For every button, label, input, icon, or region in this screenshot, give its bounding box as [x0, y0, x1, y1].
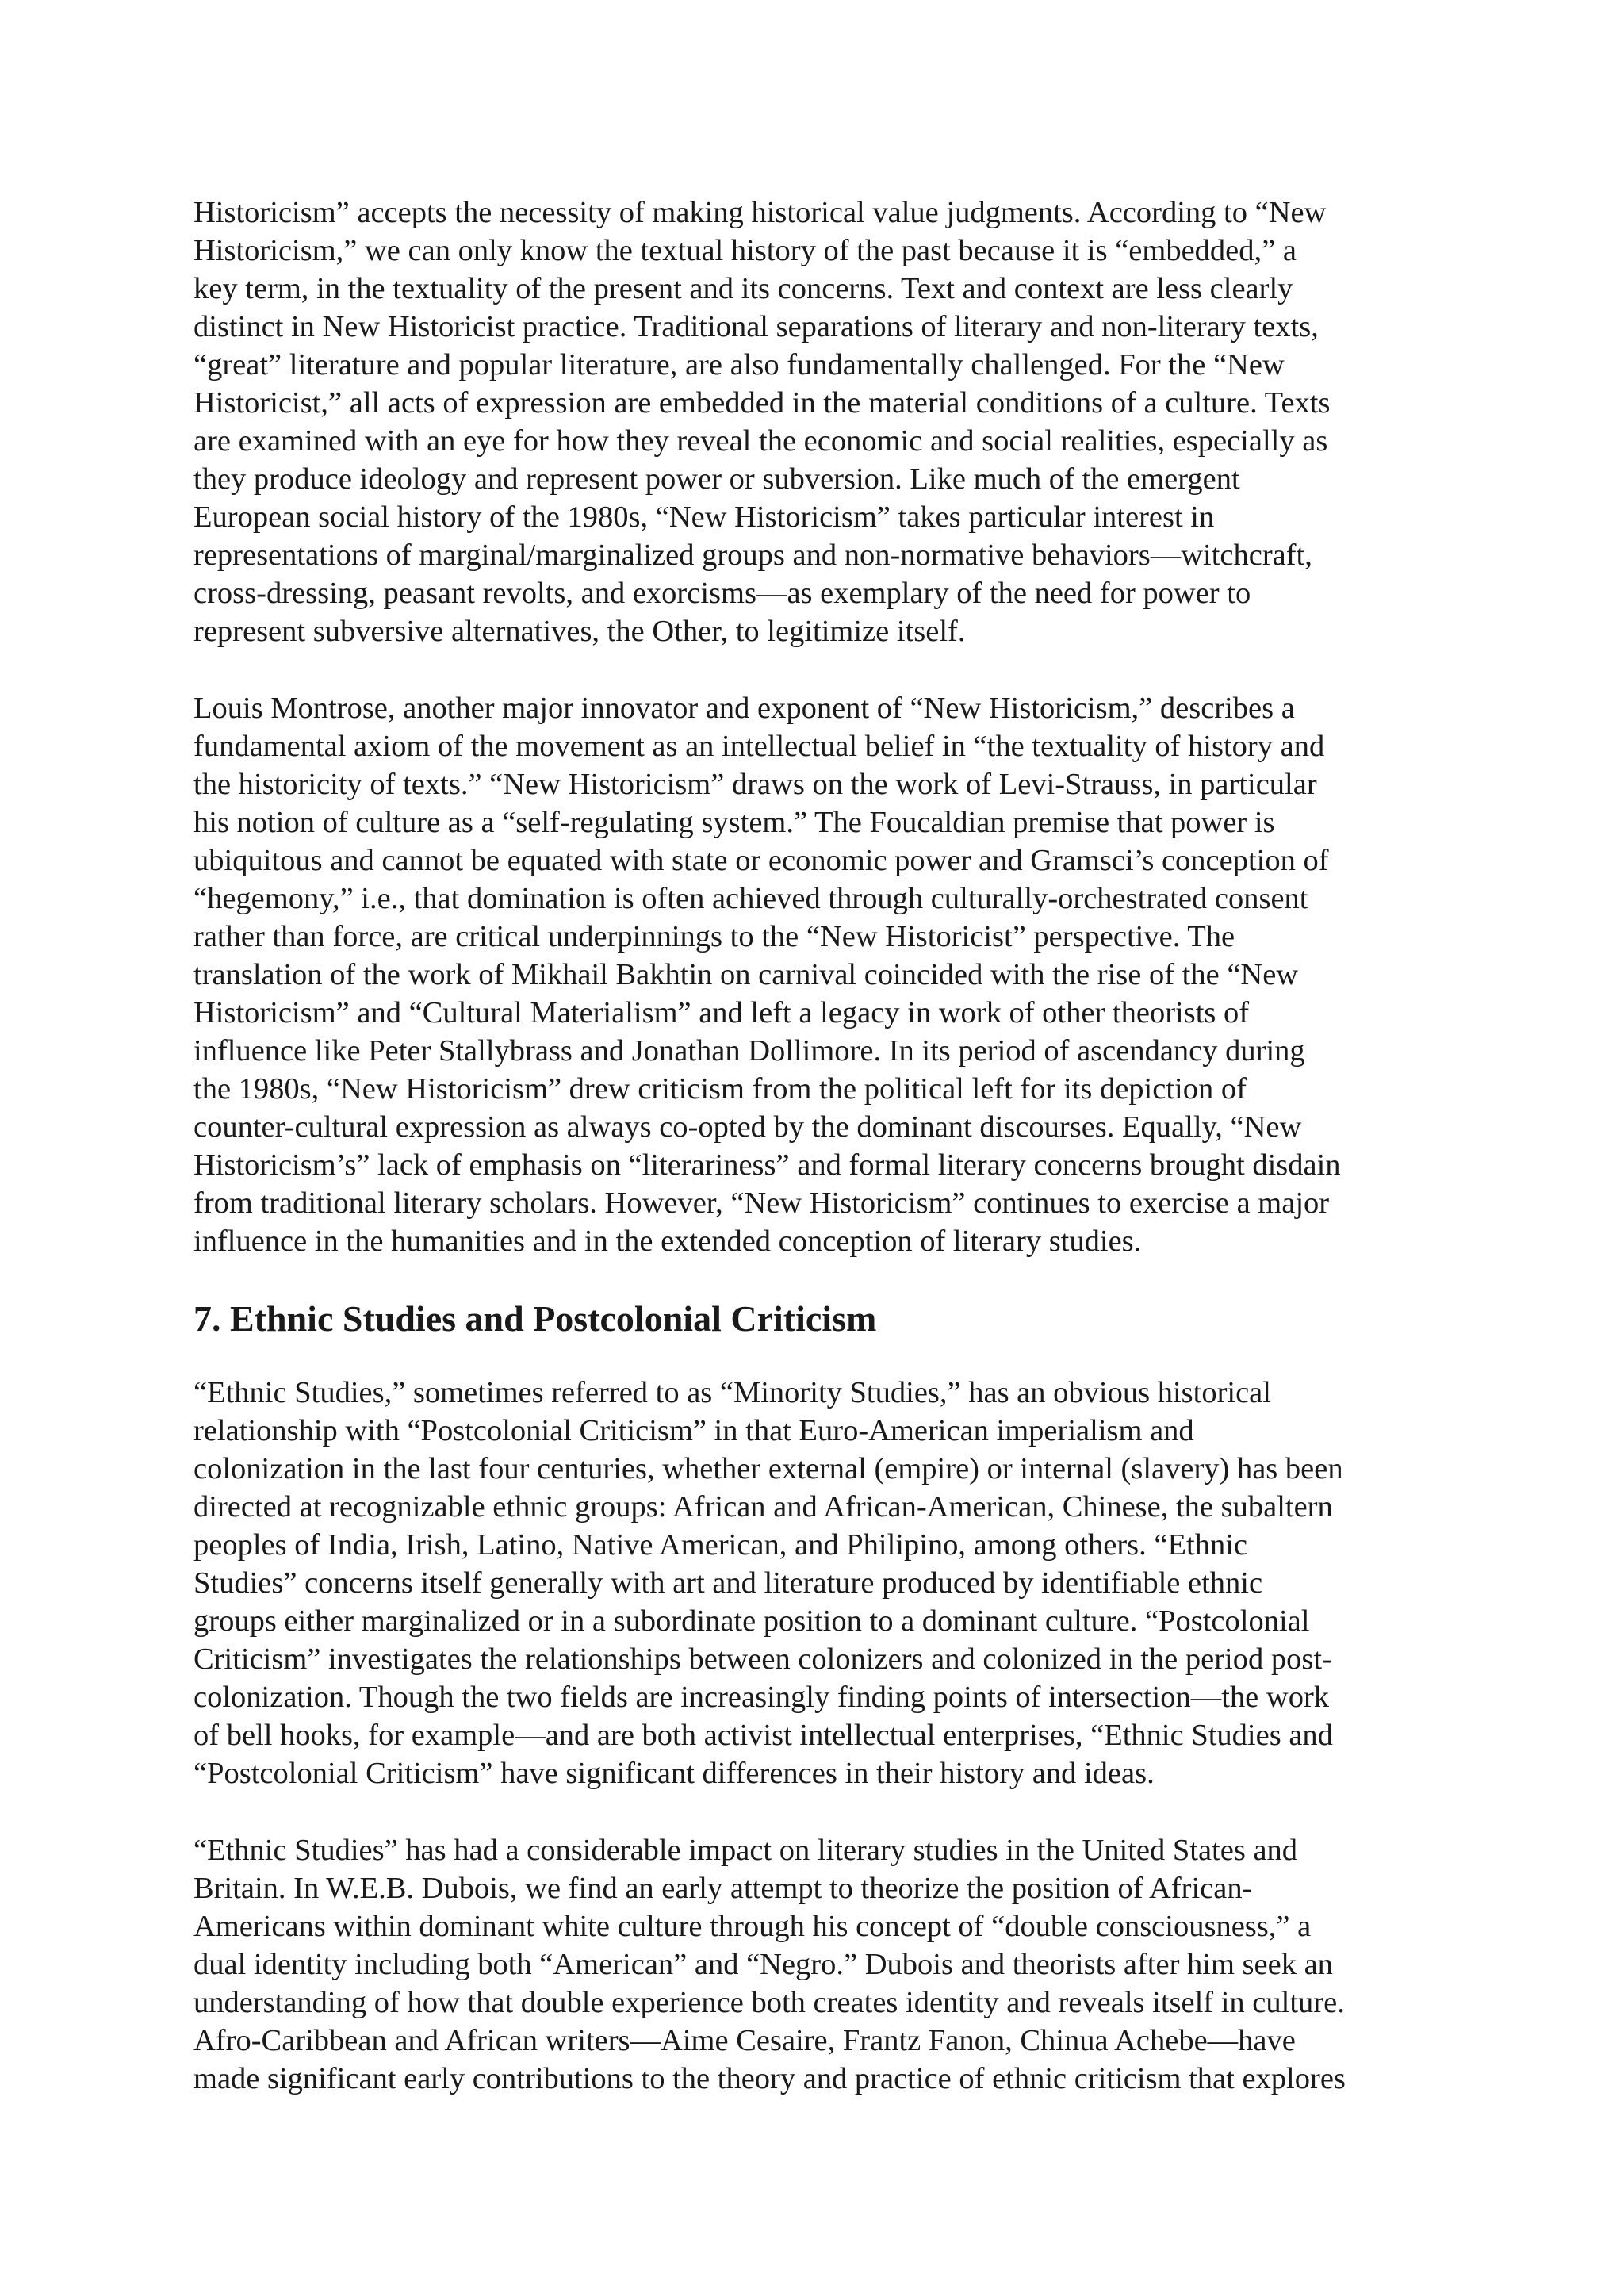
- section-heading: 7. Ethnic Studies and Postcolonial Criticism: [193, 1298, 877, 1339]
- text-line: Afro-Caribbean and African writers—Aime Cesaire, Frantz Fanon, Chinua Achebe—have: [193, 2024, 1296, 2057]
- text-line: Americans within dominant white culture through his concept of “double consciousness,” a: [193, 1910, 1312, 1943]
- text-line: “Ethnic Studies,” sometimes referred to as “Minority Studies,” has an obvious historical: [193, 1376, 1271, 1409]
- text-line: Louis Montrose, another major innovator and exponent of “New Historicism,” describes a: [193, 692, 1295, 725]
- paragraph-spacer: [193, 650, 1431, 689]
- text-line: Historicism” accepts the necessity of making historical value judgments. According to “New: [193, 196, 1327, 229]
- text-line: made significant early contributions to the theory and practice of ethnic criticism that explores: [193, 2062, 1346, 2095]
- text-line: directed at recognizable ethnic groups: African and African-American, Chinese, the subaltern: [193, 1490, 1333, 1524]
- text-line: counter-cultural expression as always co-opted by the dominant discourses. Equally, “New: [193, 1110, 1302, 1144]
- text-line: “great” literature and popular literature, are also fundamentally challenged. For the “New: [193, 348, 1285, 381]
- text-line: “Postcolonial Criticism” have significant differences in their history and ideas.: [193, 1757, 1155, 1790]
- text-line: translation of the work of Mikhail Bakhtin on carnival coincided with the rise of the “New: [193, 958, 1299, 991]
- text-line: the 1980s, “New Historicism” drew criticism from the political left for its depiction of: [193, 1072, 1247, 1106]
- text-line: rather than force, are critical underpinnings to the “New Historicist” perspective. The: [193, 920, 1235, 953]
- text-line: “hegemony,” i.e., that domination is often achieved through culturally-orchestrated consent: [193, 882, 1308, 915]
- paragraph-montrose: [193, 689, 1431, 1260]
- text-line: of bell hooks, for example—and are both activist intellectual enterprises, “Ethnic Studies and: [193, 1719, 1333, 1752]
- text-line: “Ethnic Studies” has had a considerable impact on literary studies in the United States and: [193, 1834, 1298, 1867]
- text-line: representations of marginal/marginalized groups and non-normative behaviors—witchcraft,: [193, 539, 1312, 572]
- text-line: Studies” concerns itself generally with art and literature produced by identifiable ethnic: [193, 1566, 1263, 1600]
- text-line: understanding of how that double experience both creates identity and reveals itself in culture.: [193, 1986, 1345, 2019]
- text-line: peoples of India, Irish, Latino, Native American, and Philipino, among others. “Ethnic: [193, 1528, 1248, 1562]
- text-line: influence like Peter Stallybrass and Jonathan Dollimore. In its period of ascendancy during: [193, 1034, 1305, 1068]
- text-line: colonization in the last four centuries, whether external (empire) or internal (slavery) has been: [193, 1452, 1343, 1485]
- paragraph-ethnic-studies-impact: [193, 1831, 1431, 2098]
- text-line: ubiquitous and cannot be equated with state or economic power and Gramsci’s conception of: [193, 844, 1329, 877]
- paragraph-new-historicism-continued: [193, 194, 1431, 650]
- text-line: Historicist,” all acts of expression are embedded in the material conditions of a culture. Texts: [193, 386, 1331, 420]
- text-line: relationship with “Postcolonial Criticism” in that Euro-American imperialism and: [193, 1414, 1194, 1447]
- text-line: colonization. Though the two fields are increasingly finding points of intersection—the work: [193, 1681, 1330, 1714]
- text-line: distinct in New Historicist practice. Traditional separations of literary and non-literary texts,: [193, 310, 1319, 343]
- text-line: Britain. In W.E.B. Dubois, we find an early attempt to theorize the position of African-: [193, 1872, 1253, 1905]
- text-line: represent subversive alternatives, the Other, to legitimize itself.: [193, 615, 966, 648]
- text-line: fundamental axiom of the movement as an intellectual belief in “the textuality of history and: [193, 730, 1325, 763]
- paragraph-spacer: [193, 1792, 1431, 1831]
- text-line: his notion of culture as a “self-regulating system.” The Foucaldian premise that power is: [193, 806, 1275, 839]
- text-line: Historicism,” we can only know the textual history of the past because it is “embedded,” a: [193, 234, 1297, 267]
- text-line: from traditional literary scholars. However, “New Historicism” continues to exercise a major: [193, 1186, 1330, 1220]
- text-line: Historicism” and “Cultural Materialism” and left a legacy in work of other theorists of: [193, 996, 1250, 1029]
- text-line: are examined with an eye for how they reveal the economic and social realities, especially as: [193, 424, 1328, 458]
- paragraph-ethnic-studies-intro: [193, 1374, 1431, 1792]
- text-line: Historicism’s” lack of emphasis on “literariness” and formal literary concerns brought disdain: [193, 1148, 1341, 1182]
- document-body: [193, 194, 1431, 2098]
- text-line: key term, in the textuality of the present and its concerns. Text and context are less clearly: [193, 272, 1293, 305]
- text-line: influence in the humanities and in the extended conception of literary studies.: [193, 1225, 1142, 1258]
- text-line: they produce ideology and represent power or subversion. Like much of the emergent: [193, 462, 1240, 496]
- text-line: the historicity of texts.” “New Historicism” draws on the work of Levi-Strauss, in particular: [193, 768, 1317, 801]
- text-line: European social history of the 1980s, “New Historicism” takes particular interest in: [193, 500, 1215, 534]
- text-line: Criticism” investigates the relationships between colonizers and colonized in the period post-: [193, 1642, 1332, 1676]
- text-line: groups either marginalized or in a subordinate position to a dominant culture. “Postcolonial: [193, 1604, 1310, 1638]
- text-line: cross-dressing, peasant revolts, and exorcisms—as exemplary of the need for power to: [193, 577, 1251, 610]
- text-line: dual identity including both “American” and “Negro.” Dubois and theorists after him seek an: [193, 1948, 1333, 1981]
